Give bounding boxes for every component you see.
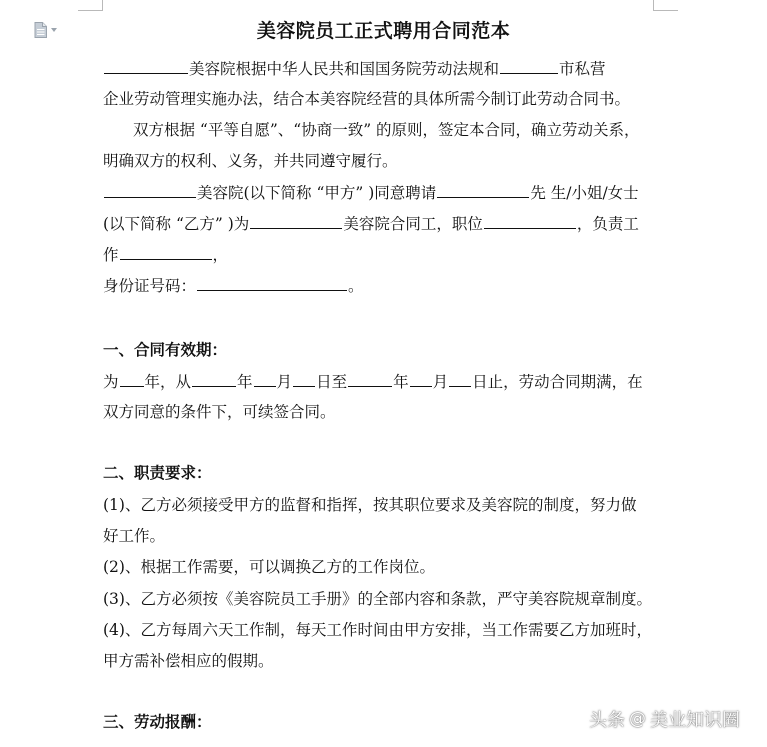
section-2-item-1-line-1: (1)、乙方必须接受甲方的监督和指挥，按其职位要求及美容院的制度，努力做: [103, 496, 637, 514]
watermark-account: 美业知识圈: [650, 710, 740, 731]
intro-line-1: 美容院根据中华人民共和国国务院劳动法规和 市私营: [103, 58, 606, 79]
fill-blank-employer[interactable]: [104, 182, 196, 198]
fill-blank-position[interactable]: [484, 213, 576, 229]
fill-blank-end-year[interactable]: [348, 371, 392, 387]
fill-blank-city[interactable]: [500, 58, 558, 74]
parties-line-2: (以下简称 “乙方” )为 美容院合同工，职位 ，负责工: [103, 215, 639, 233]
fill-blank-years[interactable]: [120, 371, 144, 387]
intro-line-2: 企业劳动管理实施办法，结合本美容院经营的具体所需今制订此劳动合同书。: [103, 90, 631, 108]
fill-blank-salon[interactable]: [250, 213, 342, 229]
intro-line-4: 明确双方的权利、义务，并共同遵守履行。: [103, 152, 398, 170]
watermark-at: @: [629, 709, 646, 729]
section-2-item-4-line-2: 甲方需补偿相应的假期。: [103, 652, 274, 670]
fill-blank-salon-name[interactable]: [104, 58, 188, 74]
parties-line-1: 美容院(以下简称 “甲方” )同意聘请 先 生/小姐/女士: [103, 182, 639, 203]
page-corner-mark-left: [78, 0, 103, 11]
section-2-item-1-line-2: 好工作。: [103, 527, 166, 545]
intro-line-3: 双方根据 “平等自愿”、“协商一致” 的原则，签定本合同，确立劳动关系，: [133, 121, 640, 139]
section-1-line-1: 为 年，从 年 月 日至 年 月 日止，劳动合同期满，在: [103, 373, 643, 391]
fill-blank-start-year[interactable]: [192, 371, 236, 387]
fill-blank-start-month[interactable]: [254, 371, 276, 387]
page-corner-mark-right: [653, 0, 678, 11]
section-1-line-2: 双方同意的条件下，可续签合同。: [103, 403, 336, 421]
section-2-item-3: (3)、乙方必须按《美容院员工手册》的全部内容和条款，严守美容院规章制度。: [103, 590, 652, 608]
fill-blank-duty[interactable]: [120, 244, 212, 260]
fill-blank-end-day[interactable]: [449, 371, 471, 387]
section-2-item-2: (2)、根据工作需要，可以调换乙方的工作岗位。: [103, 558, 435, 576]
section-1-heading: 一、合同有效期：: [103, 340, 228, 359]
section-2-item-4-line-1: (4)、乙方每周六天工作制，每天工作时间由甲方安排，当工作需要乙方加班时，: [103, 621, 652, 639]
page-title: 美容院员工正式聘用合同范本: [256, 20, 511, 42]
section-3-heading: 三、劳动报酬：: [103, 712, 212, 731]
id-number-line: 身份证号码： 。: [103, 277, 364, 295]
fill-blank-start-day[interactable]: [293, 371, 315, 387]
source-watermark: [589, 706, 740, 732]
fill-blank-id-number[interactable]: [197, 275, 347, 291]
parties-line-3: 作 ，: [103, 246, 229, 264]
fill-blank-end-month[interactable]: [410, 371, 432, 387]
fill-blank-employee-name[interactable]: [437, 182, 529, 198]
section-2-heading: 二、职责要求：: [103, 463, 212, 482]
watermark-prefix: 头条: [589, 710, 625, 731]
